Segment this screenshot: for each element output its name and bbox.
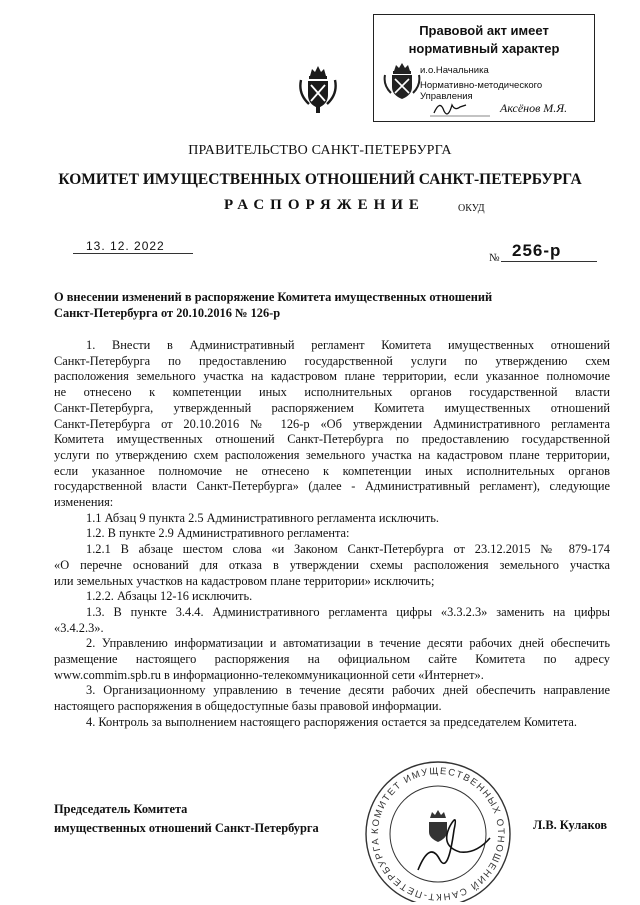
stamp-head-department: Нормативно-методического Управления [420,80,543,102]
document-date: 13. 12. 2022 [86,239,165,253]
seal-text: КОМИТЕТ ИМУЩЕСТВЕННЫХ ОТНОШЕНИЙ САНКТ-ПЕТЕРБУРГА [369,765,507,902]
signatory-title-line-1: Председатель Комитета [54,802,188,816]
document-number: 256-р [512,241,562,260]
okud-label: ОКУД [458,203,485,214]
government-name: ПРАВИТЕЛЬСТВО САНКТ-ПЕТЕРБУРГА [188,143,452,158]
p1-line: услуги по утверждению схем расположения земельного участка на кадастровом плане территории, [54,447,610,462]
committee-name: КОМИТЕТ ИМУЩЕСТВЕННЫХ ОТНОШЕНИЙ САНКТ-ПЕТЕРБУРГА [58,171,582,188]
stamp-signature-name: Аксёнов М.Я. [500,101,568,115]
p1-line: Санкт-Петербурга от 20.10.2016 № 126-р «Об утверждении Административного регламента [54,416,610,431]
p1-line: Комитета имущественных отношений Санкт-Петербурга по предоставлению государственной [54,432,610,447]
p1-line: расположения земельного участка на кадастровом плане территории, если указанное полномочие [54,369,610,384]
p1-line: изменения: [54,495,114,510]
p1-line: государственной власти Санкт-Петербурга» (далее - Административный регламент), следующие [54,479,610,494]
signatory-title-line-2: имущественных отношений Санкт-Петербурга [54,821,319,835]
paragraph-1-2-1 [54,542,610,589]
paragraph-1 [54,338,610,511]
p121-line: 1.2.1 В абзаце шестом слова «и Законом Санкт-Петербурга от 23.12.2015 № 879-174 [86,542,610,557]
paragraph-1-1: 1.1 Абзац 9 пункта 2.5 Административного регламента исключить. [86,510,440,525]
p3-line: настоящего распоряжения в общедоступные базы правовой информации. [54,699,442,714]
document-body [54,338,610,731]
p2-line: 2. Управлению информатизации и автоматизации в течение десяти рабочих дней обеспечить [86,636,610,651]
p1-line: Санкт-Петербурга, утвержденный распоряжением Комитета имущественных отношений [54,400,610,415]
p1-line: 1. Внести в Административный регламент Комитета имущественных отношений [86,338,610,352]
date-underline [73,253,193,254]
p1-line: Санкт-Петербурга по предоставлению государственной услуги по утверждению схем [54,353,610,368]
paragraph-1-2: 1.2. В пункте 2.9 Административного регламента: [86,526,350,541]
document-type: РАСПОРЯЖЕНИЕ [224,197,425,213]
stamp-line-1: Правовой акт имеет [419,23,549,38]
subject-line-1: О внесении изменений в распоряжение Комитета имущественных отношений [54,290,493,304]
p13-line: «3.4.2.3». [54,620,104,635]
p2-line: www.commim.spb.ru в информационно-телекоммуникационной сети «Интернет». [54,667,484,682]
subject-line-2: Санкт-Петербурга от 20.10.2016 № 126-р [54,306,281,320]
paragraph-2 [54,636,610,683]
number-label: № [489,252,500,264]
paragraph-4: 4. Контроль за выполнением настоящего распоряжения остается за председателем Комитета. [86,714,578,729]
p121-line: или земельных участков на кадастровом плане территории» исключить; [54,573,435,588]
p1-line: если указанное полномочие не отнесено к компетенции иных исполнительных органов [54,463,610,478]
paragraph-1-2-2: 1.2.2. Абзацы 12-16 исключить. [86,589,253,604]
stamp-signatures-icon [430,99,590,119]
spb-coat-of-arms-icon [297,62,339,114]
p121-line: «О перечне оснований для отказа в утверждении схемы расположения земельного участка [54,557,610,572]
stamp-head-title: и.о.Начальника [420,65,489,76]
p3-line: 3. Организационному управлению в течение десяти рабочих дней обеспечить направление [86,683,610,698]
signatory-title [54,800,319,838]
paragraph-3 [54,683,610,714]
p2-line: размещение настоящего распоряжения на официальном сайте Комитета по адресу [54,652,610,667]
stamp-line-2: нормативный характер [408,41,560,56]
number-underline [501,261,597,262]
official-seal-icon [348,752,528,902]
p13-line: 1.3. В пункте 3.4.4. Административного регламента цифры «3.3.2.3» заменить на цифры [86,604,610,619]
stamp-emblem-icon [382,59,422,103]
signatory-name: Л.В. Кулаков [533,818,608,832]
paragraph-1-3 [54,605,610,636]
p1-line: не отнесено к компетенции иных исполнительных органов государственной власти [54,385,610,400]
normative-act-stamp [373,14,595,122]
